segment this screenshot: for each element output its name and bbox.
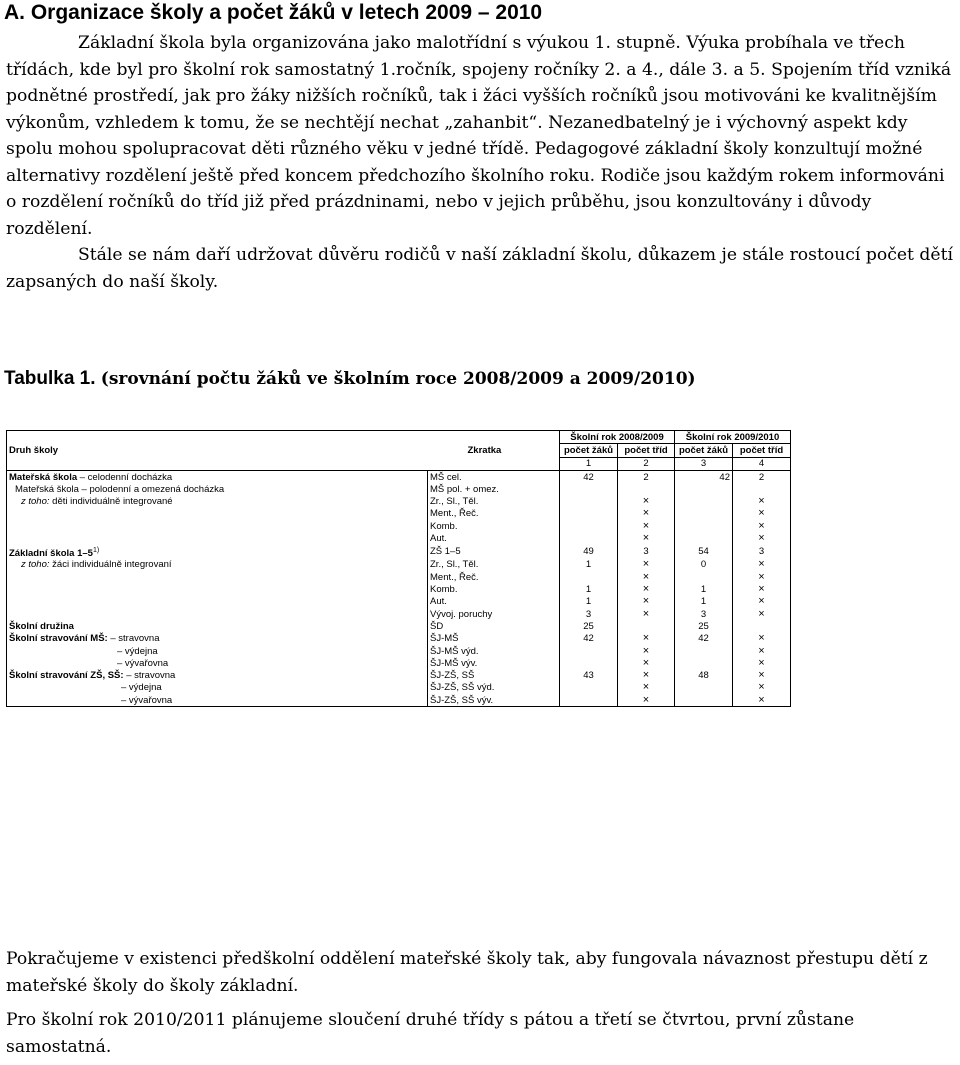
paragraph-organization: Základní škola byla organizována jako malotřídní s výukou 1. stupně. Výuka probíhala ve třech třídách, kde byl pro školní rok samostatný 1.ročník, spojeny ročníky 2. a 4., dále 3. a 5. Spojením tříd vzniká podnětné prostředí, jak pro žáky nižších ročníků, tak i žáci vyšších ročníků jsou motivováni ke kvalitnějším výkonům, vzhledem k tomu, že se nechtějí nechat „zahanbit“. Nezanedbatelný je i výchovný aspekt kdy spolu mohou spolupracovat děti různého věku v jedné třídě. Pedagogové základní školy konzultují možné alternativy rozdělení ještě před koncem předchozího školního roku. Rodiče jsou každým rokem informováni o rozdělení ročníků do tříd již před prázdninami, nebo v jejich průběhu, jsou konzultovány i důvody rozdělení. bbox=[6, 33, 952, 239]
cell-abbreviation: ŠD bbox=[428, 620, 560, 632]
table-row bbox=[7, 495, 791, 507]
header-year-2009-2010: Školní rok 2009/2010 bbox=[675, 431, 791, 444]
cell-type-detail: – vývařovna bbox=[121, 694, 173, 706]
table-row bbox=[7, 596, 791, 608]
cell-abbreviation: Zr., Sl., Těl. bbox=[428, 495, 560, 507]
cell-value-3: 1 bbox=[675, 596, 733, 608]
cell-type-main: Školní stravování MŠ: bbox=[9, 633, 108, 645]
cell-school-type bbox=[7, 571, 428, 583]
cell-value-2: 2 bbox=[618, 470, 675, 483]
cell-value-1 bbox=[560, 520, 618, 532]
cell-value-3: 1 bbox=[675, 583, 733, 595]
table-row bbox=[7, 483, 791, 495]
cell-value-3: 54 bbox=[675, 545, 733, 559]
table-row bbox=[7, 545, 791, 559]
cell-abbreviation: ŠJ-MŠ bbox=[428, 633, 560, 645]
cell-value-3 bbox=[675, 657, 733, 669]
cell-school-type bbox=[7, 682, 428, 694]
cell-type-detail: žáci individuálně integrovaní bbox=[49, 559, 172, 571]
table-row bbox=[7, 670, 791, 682]
cell-value-4 bbox=[733, 483, 791, 495]
cell-abbreviation: Aut. bbox=[428, 532, 560, 544]
cell-abbreviation: Aut. bbox=[428, 596, 560, 608]
cell-school-type bbox=[7, 470, 428, 483]
header-classes-1: počet tříd bbox=[618, 444, 675, 457]
cell-value-2: × bbox=[618, 520, 675, 532]
cell-value-1 bbox=[560, 532, 618, 544]
cell-type-detail: – stravovna bbox=[107, 633, 160, 645]
table-row bbox=[7, 694, 791, 707]
cell-value-4: × bbox=[733, 682, 791, 694]
cell-value-2: × bbox=[618, 495, 675, 507]
cell-type-main: Školní družina bbox=[9, 620, 74, 632]
cell-school-type bbox=[7, 545, 428, 559]
cell-value-4: 2 bbox=[733, 470, 791, 483]
cell-type-detail: – vývařovna bbox=[117, 657, 169, 669]
cell-type-main: Mateřská škola bbox=[9, 471, 78, 483]
cell-value-4 bbox=[733, 620, 791, 632]
cell-value-2: × bbox=[618, 559, 675, 571]
cell-abbreviation: ŠJ-MŠ výd. bbox=[428, 645, 560, 657]
cell-value-4: × bbox=[733, 645, 791, 657]
cell-type-main: Školní stravování ZŠ, SŠ: bbox=[9, 670, 124, 682]
table-row bbox=[7, 682, 791, 694]
cell-school-type bbox=[7, 559, 428, 571]
cell-value-4: × bbox=[733, 596, 791, 608]
cell-school-type bbox=[7, 608, 428, 620]
cell-value-2: × bbox=[618, 571, 675, 583]
cell-value-2 bbox=[618, 620, 675, 632]
cell-value-4: × bbox=[733, 670, 791, 682]
cell-school-type bbox=[7, 532, 428, 544]
table-row bbox=[7, 520, 791, 532]
cell-value-1: 1 bbox=[560, 559, 618, 571]
cell-value-3 bbox=[675, 571, 733, 583]
column-number-3: 3 bbox=[675, 457, 733, 470]
table-row bbox=[7, 571, 791, 583]
cell-abbreviation: Ment., Řeč. bbox=[428, 571, 560, 583]
cell-value-3: 0 bbox=[675, 559, 733, 571]
cell-value-1 bbox=[560, 657, 618, 669]
cell-value-2: × bbox=[618, 657, 675, 669]
cell-abbreviation: ŠJ-MŠ výv. bbox=[428, 657, 560, 669]
cell-abbreviation: ZŠ 1–5 bbox=[428, 545, 560, 559]
cell-value-3: 42 bbox=[675, 633, 733, 645]
cell-value-3 bbox=[675, 532, 733, 544]
cell-value-3: 3 bbox=[675, 608, 733, 620]
table-row bbox=[7, 559, 791, 571]
cell-value-3 bbox=[675, 495, 733, 507]
footnote-marker: 1) bbox=[92, 546, 100, 554]
cell-value-2: × bbox=[618, 596, 675, 608]
cell-value-3 bbox=[675, 508, 733, 520]
cell-school-type bbox=[7, 508, 428, 520]
header-school-type: Druh školy bbox=[7, 444, 428, 457]
cell-value-3: 42 bbox=[675, 470, 733, 483]
cell-value-2: × bbox=[618, 583, 675, 595]
cell-value-1: 3 bbox=[560, 608, 618, 620]
footer-text bbox=[6, 946, 958, 1060]
cell-value-3: 25 bbox=[675, 620, 733, 632]
cell-school-type bbox=[7, 694, 428, 707]
header-pupils-2: počet žáků bbox=[675, 444, 733, 457]
cell-type-detail: – celodenní docházka bbox=[77, 471, 173, 483]
cell-value-4: × bbox=[733, 583, 791, 595]
cell-value-1: 43 bbox=[560, 670, 618, 682]
cell-abbreviation: Vývoj. poruchy bbox=[428, 608, 560, 620]
cell-value-4: × bbox=[733, 532, 791, 544]
column-number-1: 1 bbox=[560, 457, 618, 470]
cell-school-type bbox=[7, 596, 428, 608]
paragraph-trust: Stále se nám daří udržovat důvěru rodičů v naší základní školu, důkazem je stále rostoucí počet dětí zapsaných do naší školy. bbox=[6, 245, 953, 292]
cell-value-1 bbox=[560, 508, 618, 520]
table-row bbox=[7, 633, 791, 645]
table-caption-label: Tabulka 1. bbox=[4, 368, 96, 389]
cell-value-2: 3 bbox=[618, 545, 675, 559]
cell-value-2: × bbox=[618, 608, 675, 620]
cell-value-1 bbox=[560, 682, 618, 694]
cell-value-4: 3 bbox=[733, 545, 791, 559]
cell-value-1: 25 bbox=[560, 620, 618, 632]
cell-type-main: z toho: bbox=[21, 559, 50, 571]
header-year-2008-2009: Školní rok 2008/2009 bbox=[560, 431, 675, 444]
cell-value-2: × bbox=[618, 670, 675, 682]
cell-school-type bbox=[7, 657, 428, 669]
cell-school-type bbox=[7, 483, 428, 495]
table-row bbox=[7, 620, 791, 632]
cell-type-main: z toho: bbox=[21, 496, 50, 508]
cell-value-2: × bbox=[618, 645, 675, 657]
cell-type-detail: děti individuálně integrované bbox=[49, 496, 173, 508]
cell-value-4: × bbox=[733, 657, 791, 669]
cell-type-detail: – výdejna bbox=[121, 682, 162, 694]
cell-value-3 bbox=[675, 694, 733, 707]
cell-value-4: × bbox=[733, 559, 791, 571]
cell-value-2: × bbox=[618, 633, 675, 645]
cell-value-1 bbox=[560, 495, 618, 507]
cell-value-1: 49 bbox=[560, 545, 618, 559]
cell-value-4: × bbox=[733, 694, 791, 707]
cell-abbreviation: ŠJ-ZŠ, SŠ bbox=[428, 670, 560, 682]
table-row bbox=[7, 532, 791, 544]
cell-school-type bbox=[7, 620, 428, 632]
cell-value-3: 48 bbox=[675, 670, 733, 682]
table-row bbox=[7, 583, 791, 595]
table-row bbox=[7, 608, 791, 620]
cell-school-type bbox=[7, 495, 428, 507]
cell-abbreviation: Komb. bbox=[428, 583, 560, 595]
table-row bbox=[7, 645, 791, 657]
cell-value-1 bbox=[560, 571, 618, 583]
cell-value-1 bbox=[560, 483, 618, 495]
cell-abbreviation: MŠ pol. + omez. bbox=[428, 483, 560, 495]
table-row bbox=[7, 657, 791, 669]
cell-school-type bbox=[7, 645, 428, 657]
column-number-2: 2 bbox=[618, 457, 675, 470]
cell-abbreviation: ŠJ-ZŠ, SŠ výd. bbox=[428, 682, 560, 694]
cell-value-3 bbox=[675, 483, 733, 495]
intro-text bbox=[6, 30, 958, 295]
table-row bbox=[7, 508, 791, 520]
header-abbreviation: Zkratka bbox=[467, 444, 502, 456]
cell-value-2: × bbox=[618, 682, 675, 694]
cell-value-2 bbox=[618, 483, 675, 495]
cell-value-4: × bbox=[733, 633, 791, 645]
cell-value-3 bbox=[675, 682, 733, 694]
cell-value-3 bbox=[675, 645, 733, 657]
pupil-count-table bbox=[6, 430, 791, 707]
cell-value-1: 1 bbox=[560, 583, 618, 595]
paragraph-continuation: Pokračujeme v existenci předškolní oddělení mateřské školy tak, aby fungovala návaznost přestupu dětí z mateřské školy do školy základní. bbox=[6, 949, 928, 996]
cell-value-2: × bbox=[618, 532, 675, 544]
cell-type-detail: – stravovna bbox=[123, 670, 176, 682]
cell-value-4: × bbox=[733, 520, 791, 532]
section-heading: A. Organizace školy a počet žáků v letech 2009 – 2010 bbox=[4, 1, 543, 24]
cell-school-type bbox=[7, 633, 428, 645]
cell-value-1 bbox=[560, 645, 618, 657]
cell-school-type bbox=[7, 583, 428, 595]
cell-type-main: Základní škola 1–5 bbox=[9, 547, 93, 559]
table-caption-text: (srovnání počtu žáků ve školním roce 2008/2009 a 2009/2010) bbox=[100, 369, 696, 389]
cell-value-3 bbox=[675, 520, 733, 532]
cell-value-2: × bbox=[618, 694, 675, 707]
cell-value-4: × bbox=[733, 508, 791, 520]
header-pupils-1: počet žáků bbox=[560, 444, 618, 457]
cell-abbreviation: Komb. bbox=[428, 520, 560, 532]
cell-abbreviation: MŠ cel. bbox=[428, 470, 560, 483]
cell-value-4: × bbox=[733, 495, 791, 507]
cell-abbreviation: Zr., Sl., Těl. bbox=[428, 559, 560, 571]
cell-type-detail: Mateřská škola – polodenní a omezená docházka bbox=[15, 483, 225, 495]
table-caption bbox=[4, 366, 696, 392]
cell-value-4: × bbox=[733, 571, 791, 583]
cell-value-4: × bbox=[733, 608, 791, 620]
cell-abbreviation: ŠJ-ZŠ, SŠ výv. bbox=[428, 694, 560, 707]
cell-type-detail: – výdejna bbox=[117, 645, 158, 657]
column-number-4: 4 bbox=[733, 457, 791, 470]
cell-school-type bbox=[7, 520, 428, 532]
cell-abbreviation: Ment., Řeč. bbox=[428, 508, 560, 520]
cell-value-1: 42 bbox=[560, 470, 618, 483]
cell-value-1: 1 bbox=[560, 596, 618, 608]
table-row bbox=[7, 470, 791, 483]
cell-school-type bbox=[7, 670, 428, 682]
paragraph-plan: Pro školní rok 2010/2011 plánujeme sloučení druhé třídy s pátou a třetí se čtvrtou, první zůstane samostatná. bbox=[6, 1010, 855, 1057]
cell-value-1: 42 bbox=[560, 633, 618, 645]
cell-value-1 bbox=[560, 694, 618, 707]
cell-value-2: × bbox=[618, 508, 675, 520]
header-classes-2: počet tříd bbox=[733, 444, 791, 457]
